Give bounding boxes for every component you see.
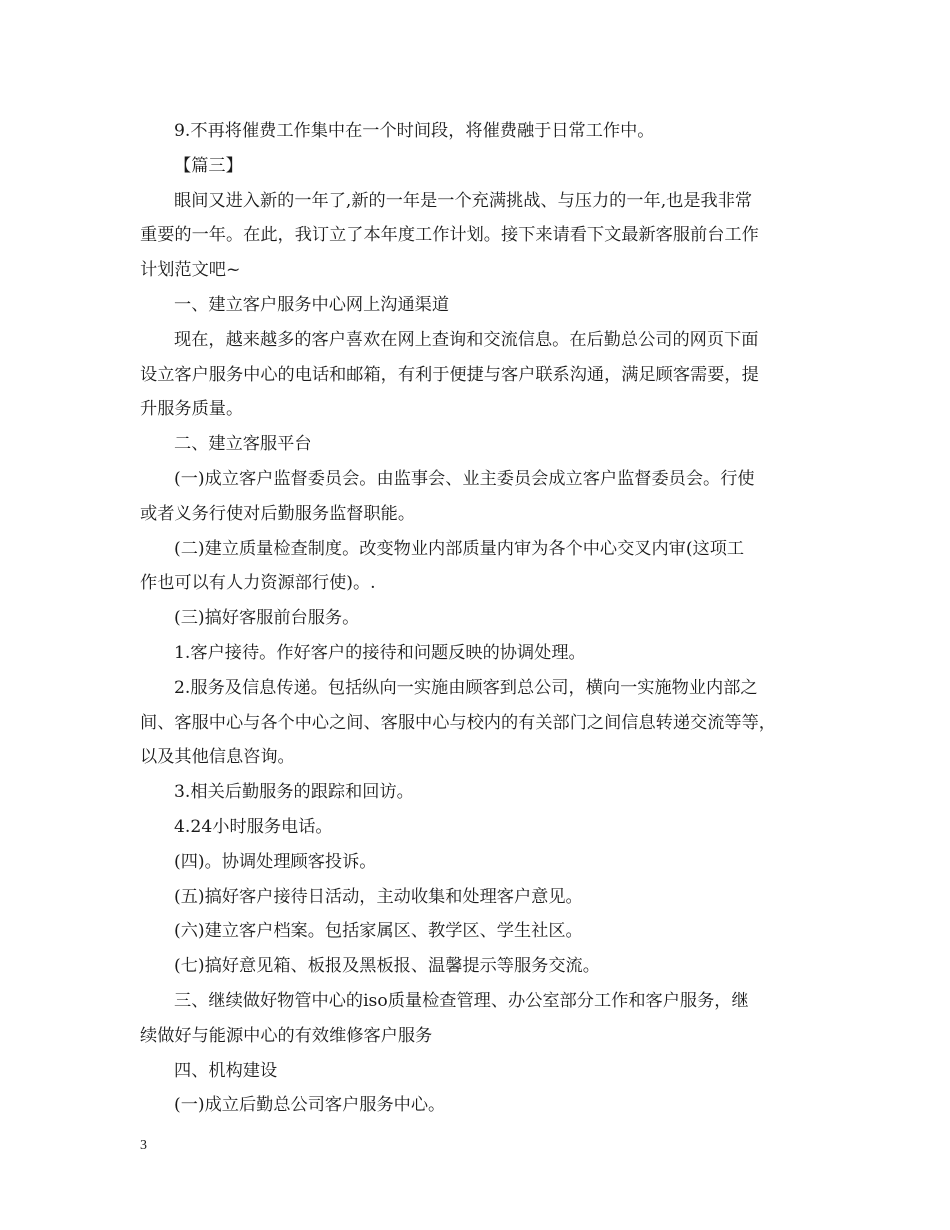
paragraph-line: (五)搞好客户接待日活动，主动收集和处理客户意见。 — [174, 886, 583, 907]
paragraph-line: 计划范文吧~ — [140, 260, 241, 281]
paragraph-line: (三)搞好客服前台服务。 — [174, 608, 360, 629]
paragraph-line: (一)成立后勤总公司客户服务中心。 — [174, 1095, 446, 1116]
paragraph-line: 重要的一年。在此，我订立了本年度工作计划。接下来请看下文最新客服前台工作 — [140, 225, 759, 246]
paragraph-line: 作也可以有人力资源部行使)。. — [140, 573, 376, 594]
section-heading: 三、继续做好物管中心的iso质量检查管理、办公室部分工作和客户服务，继 — [174, 990, 749, 1011]
paragraph-line: (七)搞好意见箱、板报及黑板报、温馨提示等服务交流。 — [174, 956, 600, 977]
page-number: 3 — [140, 1138, 147, 1153]
paragraph-line: 以及其他信息咨询。 — [140, 747, 295, 768]
paragraph-line: 间、客服中心与各个中心之间、客服中心与校内的有关部门之间信息转递交流等等， — [140, 712, 776, 733]
paragraph-line: (二)建立质量检查制度。改变物业内部质量内审为各个中心交叉内审(这项工 — [174, 538, 745, 559]
paragraph-line: (一)成立客户监督委员会。由监事会、业主委员会成立客户监督委员会。行使 — [174, 468, 755, 489]
list-item: 1.客户接待。作好客户的接待和问题反映的协调处理。 — [174, 642, 586, 663]
paragraph-line: (六)建立客户档案。包括家属区、教学区、学生社区。 — [174, 921, 583, 942]
list-item: 3.相关后勤服务的跟踪和回访。 — [174, 782, 414, 803]
paragraph-line: 现在，越来越多的客户喜欢在网上查询和交流信息。在后勤总公司的网页下面 — [174, 329, 759, 350]
section-heading: 四、机构建设 — [174, 1060, 278, 1081]
list-item: 2.服务及信息传递。包括纵向一实施由顾客到总公司，横向一实施物业内部之 — [174, 677, 758, 698]
paragraph-line: 眼间又进入新的一年了,新的一年是一个充满挑战、与压力的一年,也是我非常 — [174, 190, 753, 211]
section-heading: 【篇三】 — [174, 155, 243, 176]
section-heading: 一、建立客户服务中心网上沟通渠道 — [174, 294, 450, 315]
paragraph-line: 设立客户服务中心的电话和邮箱，有利于便捷与客户联系沟通，满足顾客需要，提 — [140, 364, 759, 385]
paragraph-line: (四)。协调处理顾客投诉。 — [174, 851, 377, 872]
document-body — [140, 114, 820, 1123]
paragraph-line: 续做好与能源中心的有效维修客户服务 — [140, 1025, 433, 1046]
paragraph-line: 升服务质量。 — [140, 399, 244, 420]
list-item: 4.24小时服务电话。 — [174, 816, 333, 837]
paragraph-line: 9.不再将催费工作集中在一个时间段，将催费融于日常工作中。 — [174, 121, 655, 141]
section-heading: 二、建立客服平台 — [174, 434, 312, 455]
paragraph-line: 或者义务行使对后勤服务监督职能。 — [140, 503, 416, 524]
